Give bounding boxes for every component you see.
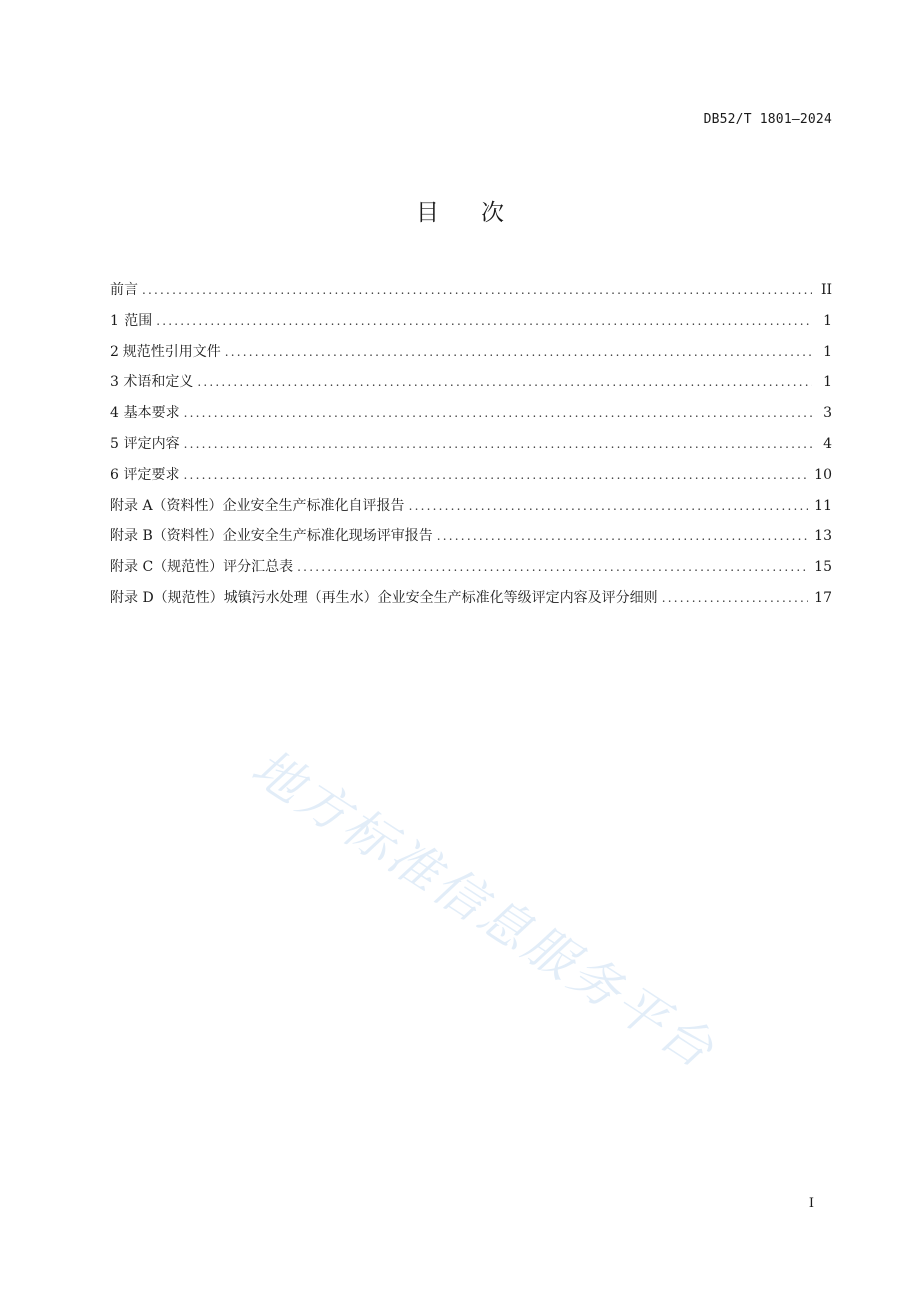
- toc-entry-3[interactable]: [110, 370, 832, 401]
- toc-entry-appendix-b[interactable]: [110, 524, 832, 555]
- toc-entry-label: 评分汇总表: [223, 559, 294, 576]
- toc-entry-4[interactable]: [110, 401, 832, 432]
- document-code: DB52/T 1801—2024: [703, 112, 832, 127]
- toc-entry-label: 企业安全生产标准化现场评审报告: [222, 528, 433, 545]
- toc-leader-dots: [184, 401, 812, 425]
- toc-leader-dots: [197, 370, 812, 394]
- toc-entry-number: 2: [110, 343, 119, 360]
- toc-leader-dots: [156, 309, 812, 333]
- toc-entry-appendix-a[interactable]: [110, 494, 832, 525]
- toc-leader-dots: [184, 432, 812, 456]
- toc-entry-6[interactable]: [110, 463, 832, 494]
- toc-entry-page: 15: [814, 559, 832, 576]
- toc-entry-label: 城镇污水处理（再生水）企业安全生产标准化等级评定内容及评分细则: [223, 589, 658, 606]
- toc-entry-label: 范围: [124, 312, 153, 329]
- toc-entry-page: 1: [823, 374, 832, 391]
- toc-leader-dots: [184, 463, 809, 487]
- toc-entry-1[interactable]: [110, 309, 832, 340]
- toc-leader-dots: [409, 494, 809, 518]
- toc-appendix-prefix: 附录 C（规范性）: [110, 559, 224, 576]
- toc-appendix-prefix: 附录 B（资料性）: [110, 528, 223, 545]
- toc-appendix-prefix: 附录 D（规范性）: [110, 589, 224, 606]
- watermark: 地方标准信息服务平台: [241, 737, 727, 1081]
- toc-entry-foreword[interactable]: [110, 278, 832, 309]
- toc-entry-page: II: [820, 282, 832, 298]
- toc-appendix-prefix: 附录 A（资料性）: [110, 497, 223, 514]
- toc-entry-page: 13: [814, 528, 832, 545]
- toc-entry-page: 4: [823, 435, 832, 452]
- page-title-char-2: 次: [481, 200, 504, 226]
- toc-entry-5[interactable]: [110, 432, 832, 463]
- toc-entry-label: 术语和定义: [123, 374, 194, 391]
- toc-entry-number: 6: [110, 466, 119, 483]
- toc-entry-label: 前言: [110, 282, 138, 298]
- page-number: I: [808, 1196, 814, 1211]
- toc-entry-page: 10: [814, 466, 832, 483]
- toc-entry-number: 1: [110, 312, 119, 329]
- toc-entry-label: 评定内容: [123, 435, 180, 452]
- toc-leader-dots: [437, 524, 808, 548]
- toc-leader-dots: [297, 555, 808, 579]
- toc-entry-page: 1: [823, 343, 832, 360]
- toc-leader-dots: [142, 278, 812, 302]
- toc-entry-number: 5: [110, 435, 119, 452]
- toc-entry-page: 11: [814, 497, 832, 514]
- toc-entry-2[interactable]: [110, 340, 832, 371]
- toc-entry-number: 3: [110, 374, 119, 391]
- toc-entry-label: 规范性引用文件: [122, 343, 221, 360]
- toc-entry-label: 评定要求: [123, 466, 180, 483]
- toc-entry-page: 1: [823, 312, 832, 329]
- toc-entry-page: 3: [823, 405, 832, 422]
- toc-entry-label: 基本要求: [123, 405, 180, 422]
- toc-entry-page: 17: [814, 589, 832, 606]
- table-of-contents: [110, 278, 832, 617]
- page-title: [0, 194, 920, 227]
- toc-entry-appendix-c[interactable]: [110, 555, 832, 586]
- toc-leader-dots: [225, 340, 812, 364]
- toc-entry-label: 企业安全生产标准化自评报告: [222, 497, 405, 514]
- page-title-char-1: 目: [416, 200, 439, 226]
- toc-leader-dots: [662, 586, 808, 610]
- toc-entry-number: 4: [110, 405, 119, 422]
- toc-entry-appendix-d[interactable]: [110, 586, 832, 617]
